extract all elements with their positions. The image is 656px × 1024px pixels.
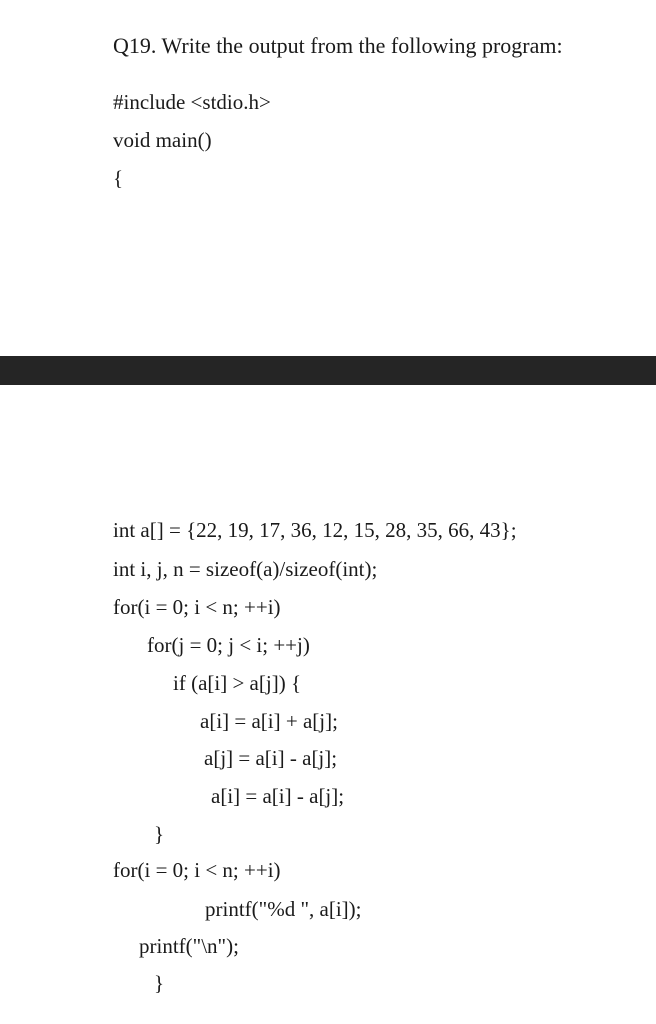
code-close-if: } xyxy=(154,822,165,846)
code-vars-decl: int i, j, n = sizeof(a)/sizeof(int); xyxy=(113,557,378,581)
code-swap-1: a[i] = a[i] + a[j]; xyxy=(200,709,338,733)
question-title: Q19. Write the output from the following program: xyxy=(113,33,563,58)
code-array-decl: int a[] = {22, 19, 17, 36, 12, 15, 28, 35, 66, 43}; xyxy=(113,518,517,542)
code-print-for: for(i = 0; i < n; ++i) xyxy=(113,858,281,882)
divider-bar xyxy=(0,356,656,385)
code-if-stmt: if (a[i] > a[j]) { xyxy=(173,671,302,695)
code-include: #include <stdio.h> xyxy=(113,90,271,114)
code-swap-3: a[i] = a[i] - a[j]; xyxy=(211,784,345,808)
code-printf-val: printf("%d ", a[i]); xyxy=(205,897,362,921)
code-outer-for: for(i = 0; i < n; ++i) xyxy=(113,595,281,619)
code-open-brace: { xyxy=(113,166,124,190)
code-close-main: } xyxy=(154,971,165,995)
code-swap-2: a[j] = a[i] - a[j]; xyxy=(204,746,338,770)
code-printf-nl: printf("\n"); xyxy=(139,934,239,958)
code-main-decl: void main() xyxy=(113,128,212,152)
code-inner-for: for(j = 0; j < i; ++j) xyxy=(147,633,310,657)
